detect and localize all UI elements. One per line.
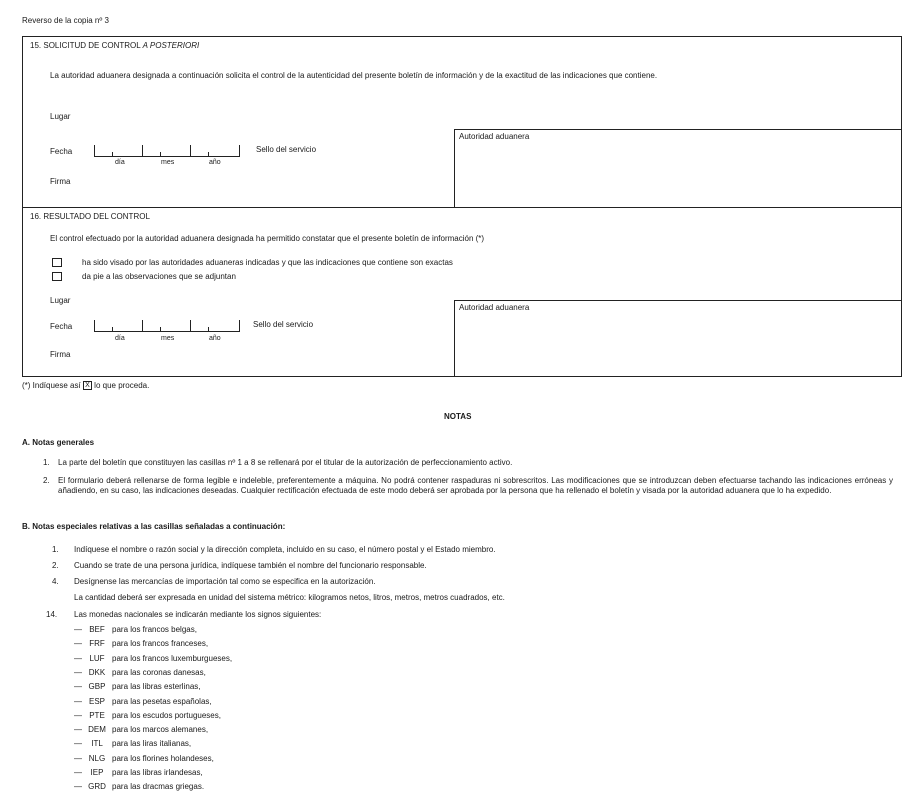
notas-b-item-4-num: 4.	[52, 577, 59, 586]
currency-item	[74, 768, 203, 777]
section-16-number: 16.	[30, 212, 42, 221]
currency-dash: —	[74, 639, 82, 649]
notas-a-heading: A. Notas generales	[22, 438, 95, 447]
currency-item	[74, 668, 206, 677]
notas-b-item-14-num: 14.	[46, 610, 58, 619]
section-15-autoridad-label: Autoridad aduanera	[459, 132, 530, 141]
currency-text: para los florines holandeses,	[112, 753, 214, 763]
currency-text: para los francos franceses,	[112, 639, 209, 649]
currency-dash: —	[74, 739, 82, 749]
currency-code: FRF	[89, 639, 105, 649]
currency-text: para las libras esterlinas,	[112, 682, 201, 692]
currency-text: para los escudos portugueses,	[112, 710, 221, 720]
option-1-label: ha sido visado por las autoridades aduaneras indicadas y que las indicaciones que contiene son exactas	[82, 258, 453, 267]
option-1-checkbox[interactable]	[52, 258, 62, 267]
section-16-firma-label: Firma	[50, 350, 71, 359]
section-15-text: La autoridad aduanera designada a continuación solicita el control de la autenticidad del presente boletín de información y de la exactitud de las indicaciones que contiene.	[50, 71, 658, 80]
notas-b-item-4-cont: La cantidad deberá ser expresada en unidad del sistema métrico: kilogramos netos, litros, metros, metros cuadrados, etc.	[74, 593, 505, 602]
currency-dash: —	[74, 625, 82, 634]
section-15-title	[30, 41, 199, 50]
notas-a-item-1-num: 1.	[43, 458, 50, 467]
currency-item	[74, 754, 214, 763]
section-15-fecha-label: Fecha	[50, 147, 73, 156]
currency-code: PTE	[89, 710, 105, 720]
currency-dash: —	[74, 682, 82, 692]
currency-code: DEM	[88, 725, 106, 735]
currency-dash: —	[74, 710, 82, 720]
notas-b-item-2-num: 2.	[52, 561, 59, 570]
section-16-ano-label: año	[209, 335, 221, 342]
currency-code: LUF	[89, 653, 105, 663]
currency-item	[74, 625, 197, 634]
currency-item	[74, 682, 200, 691]
currency-dash: —	[74, 782, 82, 792]
section-16-text: El control efectuado por la autoridad aduanera designada ha permitido constatar que el presente boletín de información (*)	[50, 234, 485, 243]
section-15-date-field[interactable]	[94, 145, 240, 157]
footnote-x-box: X	[83, 381, 92, 390]
footnote-post: lo que proceda.	[94, 381, 150, 390]
currency-item	[74, 739, 191, 748]
currency-item	[74, 697, 212, 706]
option-2-label: da pie a las observaciones que se adjuntan	[82, 272, 236, 281]
notas-a-item-2-num: 2.	[43, 476, 50, 485]
currency-dash: —	[74, 667, 82, 677]
footnote-pre: (*) Indíquese así	[22, 381, 81, 390]
footnote	[22, 381, 149, 390]
currency-item	[74, 654, 232, 663]
currency-code: GRD	[88, 782, 106, 792]
currency-dash: —	[74, 696, 82, 706]
section-16-lugar-label: Lugar	[50, 296, 71, 305]
section-16-dia-label: día	[115, 335, 125, 342]
notas-a-item-1-text: La parte del boletín que constituyen las casillas nº 1 a 8 se rellenará por el titular de la autorización de perfeccionamiento activo.	[58, 458, 513, 467]
currency-code: ESP	[88, 696, 105, 706]
currency-text: para los marcos alemanes,	[112, 725, 209, 735]
currency-dash: —	[74, 753, 82, 763]
currency-text: para las libras irlandesas,	[112, 768, 203, 777]
section-16-fecha-label: Fecha	[50, 322, 73, 331]
section-15-firma-label: Firma	[50, 177, 71, 186]
section-16-sello-label: Sello del servicio	[253, 320, 314, 329]
currency-text: para las coronas danesas,	[112, 667, 206, 677]
notas-b-item-2-text: Cuando se trate de una persona jurídica, indíquese también el nombre del funcionario responsable.	[74, 561, 427, 570]
notas-b-item-4-text: Desígnense las mercancías de importación tal como se especifica en la autorización.	[74, 577, 376, 586]
section-16-title	[30, 212, 150, 221]
section-15-number: 15.	[30, 41, 42, 50]
section-15-lugar-label: Lugar	[50, 112, 71, 121]
section-16-date-field[interactable]	[94, 320, 240, 332]
section-15-title-italic: A POSTERIORI	[142, 41, 200, 50]
section-15-sello-label: Sello del servicio	[256, 145, 317, 154]
currency-dash: —	[74, 768, 82, 777]
currency-text: para los francos luxemburgueses,	[112, 653, 233, 663]
currency-code: ITL	[91, 739, 103, 749]
currency-dash: —	[74, 725, 82, 735]
currency-text: para las dracmas griegas.	[112, 782, 205, 792]
notas-b-item-1-num: 1.	[52, 545, 59, 554]
currency-code: BEF	[89, 625, 105, 634]
currency-code: NLG	[88, 753, 106, 763]
section-16-title-text: RESULTADO DEL CONTROL	[43, 212, 150, 221]
notas-b-item-1-text: Indíquese el nombre o razón social y la dirección completa, incluido en su caso, el número postal y el Estado miembro.	[74, 545, 496, 554]
section-15-ano-label: año	[209, 159, 221, 166]
notas-title: NOTAS	[444, 412, 472, 421]
page-header: Reverso de la copia nº 3	[22, 16, 109, 25]
currency-text: para las liras italianas,	[112, 739, 192, 749]
section-15-dia-label: día	[115, 159, 125, 166]
currency-item	[74, 639, 208, 648]
section-16-autoridad-label: Autoridad aduanera	[459, 303, 530, 312]
section-15-mes-label: mes	[161, 159, 175, 166]
currency-text: para las pesetas españolas,	[112, 696, 212, 706]
section-16-mes-label: mes	[161, 335, 175, 342]
currency-text: para los francos belgas,	[112, 625, 197, 634]
currency-code: DKK	[88, 667, 106, 677]
notas-a-item-2-text: El formulario deberá rellenarse de forma legible e indeleble, preferentemente a máquina. No podrá contener raspaduras ni sobrescritos. Las modificaciones que se introduzcan deben efectuarse tachando las indicaciones erróneas y añadiendo, en su caso, las indicaciones deseadas. Cualquier rectificación efectuada de este modo deberá ser aprobada por la persona que ha rellenado el boletín y visada por la autoridad aduanera que lo ha expedido.	[58, 476, 893, 495]
currency-item	[74, 711, 221, 720]
option-2-checkbox[interactable]	[52, 272, 62, 281]
currency-item	[74, 782, 204, 791]
notas-b-heading: B. Notas especiales relativas a las casillas señaladas a continuación:	[22, 522, 286, 531]
currency-item	[74, 725, 208, 734]
section-15-title-text: SOLICITUD DE CONTROL	[43, 41, 141, 50]
currency-dash: —	[74, 653, 82, 663]
currency-code: GBP	[88, 682, 106, 692]
currency-code: IEP	[90, 768, 104, 777]
notas-b-item-14-text: Las monedas nacionales se indicarán mediante los signos siguientes:	[74, 610, 322, 619]
